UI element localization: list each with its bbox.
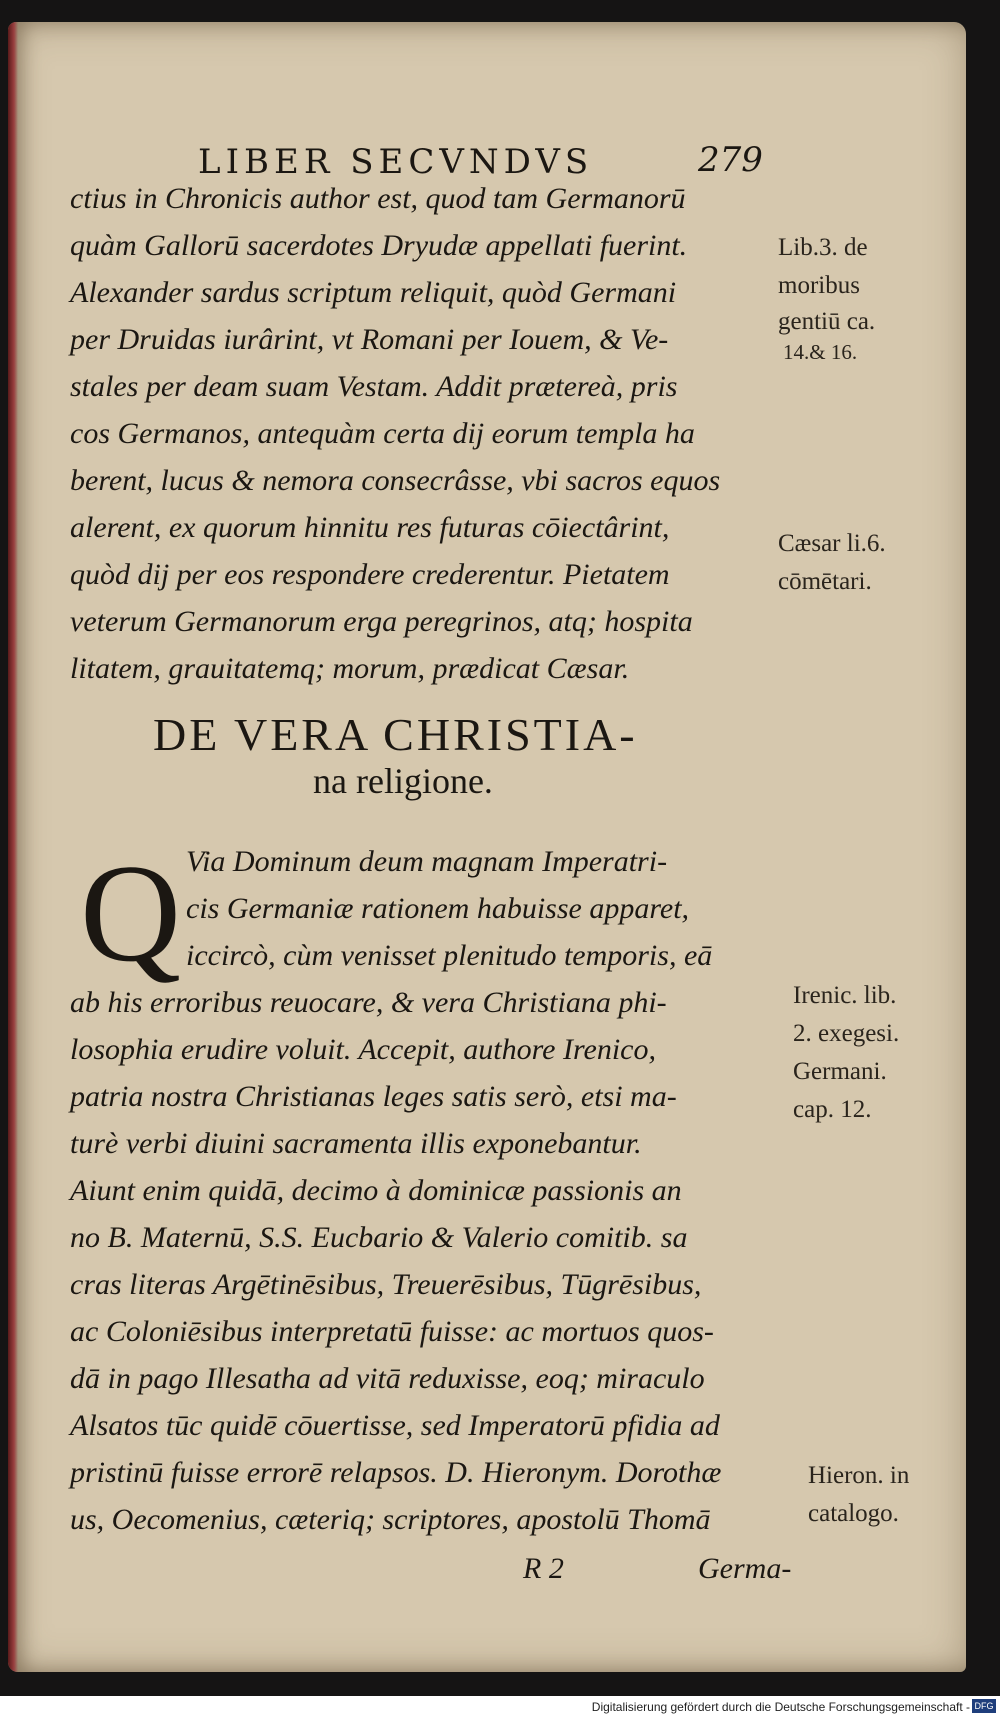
marginal-note: cap. 12. [793,1096,872,1123]
marginal-note: gentiū ca. [778,308,876,335]
text-line: Alexander sardus scriptum reliquit, quòd Germani [70,276,677,309]
text-line: ctius in Chronicis author est, quod tam Germanorū [70,182,686,215]
marginal-note: Irenic. lib. [793,982,897,1009]
text-line: no B. Maternū, S.S. Eucbario & Valerio comitib. sa [70,1221,688,1254]
text-line: cras literas Argētinēsibus, Treuerēsibus, Tūgrēsibus, [70,1268,702,1301]
text-line: pristinū fuisse errorē relapsos. D. Hieronym. Dorothæ [70,1456,722,1489]
marginal-note: Germani. [793,1058,887,1085]
text-line: berent, lucus & nemora consecrâsse, vbi sacros equos [70,464,721,497]
text-line: Via Dominum deum magnam Imperatri- [186,845,668,878]
section-heading-line2: na religione. [313,761,493,801]
digitization-footer [0,1696,1000,1718]
text-line: ab his erroribus reuocare, & vera Christiana phi- [70,986,667,1019]
running-title: LIBER SECVNDVS [198,142,594,182]
text-line: quàm Gallorū sacerdotes Dryudæ appellati fuerint. [70,229,688,262]
marginal-note: Hieron. in [808,1462,910,1489]
book-page [8,22,966,1672]
text-line: per Druidas iurârint, vt Romani per Iouem, & Ve- [70,323,669,356]
marginal-note: Cæsar li.6. [778,530,886,557]
text-line: losophia erudire voluit. Accepit, authore Irenico, [70,1033,656,1066]
marginal-note: Lib.3. de [778,234,868,261]
text-line: litatem, grauitatemq; morum, prædicat Cæsar. [70,652,630,685]
footer-credit: Digitalisierung gefördert durch die Deutsche Forschungsgemeinschaft - [591,1700,970,1714]
catchword: Germa- [698,1552,792,1585]
text-line: veterum Germanorum erga peregrinos, atq; hospita [70,605,693,638]
text-line: us, Oecomenius, cæteriq; scriptores, apostolū Thomā [70,1503,711,1536]
marginal-note: moribus [778,272,860,299]
signature-mark: R 2 [523,1552,564,1585]
text-line: stales per deam suam Vestam. Addit prætereà, pris [70,370,678,403]
marginal-note: catalogo. [808,1500,899,1527]
marginal-note: cōmētari. [778,568,872,595]
text-line: quòd dij per eos respondere crederentur. Pietatem [70,558,670,591]
drop-cap: Q [80,836,182,991]
text-line: cis Germaniæ rationem habuisse apparet, [186,892,690,925]
text-line: dā in pago Illesatha ad vitā reduxisse, eoq; miraculo [70,1362,705,1395]
marginal-note: 14.& 16. [783,340,858,364]
text-line: ac Coloniēsibus interpretatū fuisse: ac mortuos quos- [70,1315,714,1348]
page-number: 279 [698,140,763,180]
text-line: iccircò, cùm venisset plenitudo temporis, eā [186,939,713,972]
text-line: turè verbi diuini sacramenta illis exponebantur. [70,1127,642,1160]
section-heading-line1: DE VERA CHRISTIA- [153,709,638,760]
text-line: Aiunt enim quidā, decimo à dominicæ passionis an [70,1174,682,1207]
text-line: Alsatos tūc quidē cōuertisse, sed Imperatorū pfidia ad [70,1409,720,1442]
text-line: alerent, ex quorum hinnitu res futuras cōiectârint, [70,511,670,544]
text-line: cos Germanos, antequàm certa dij eorum templa ha [70,417,695,450]
text-line: patria nostra Christianas leges satis serò, etsi ma- [70,1080,677,1113]
marginal-note: 2. exegesi. [793,1020,900,1047]
dfg-logo: DFG [972,1699,996,1713]
